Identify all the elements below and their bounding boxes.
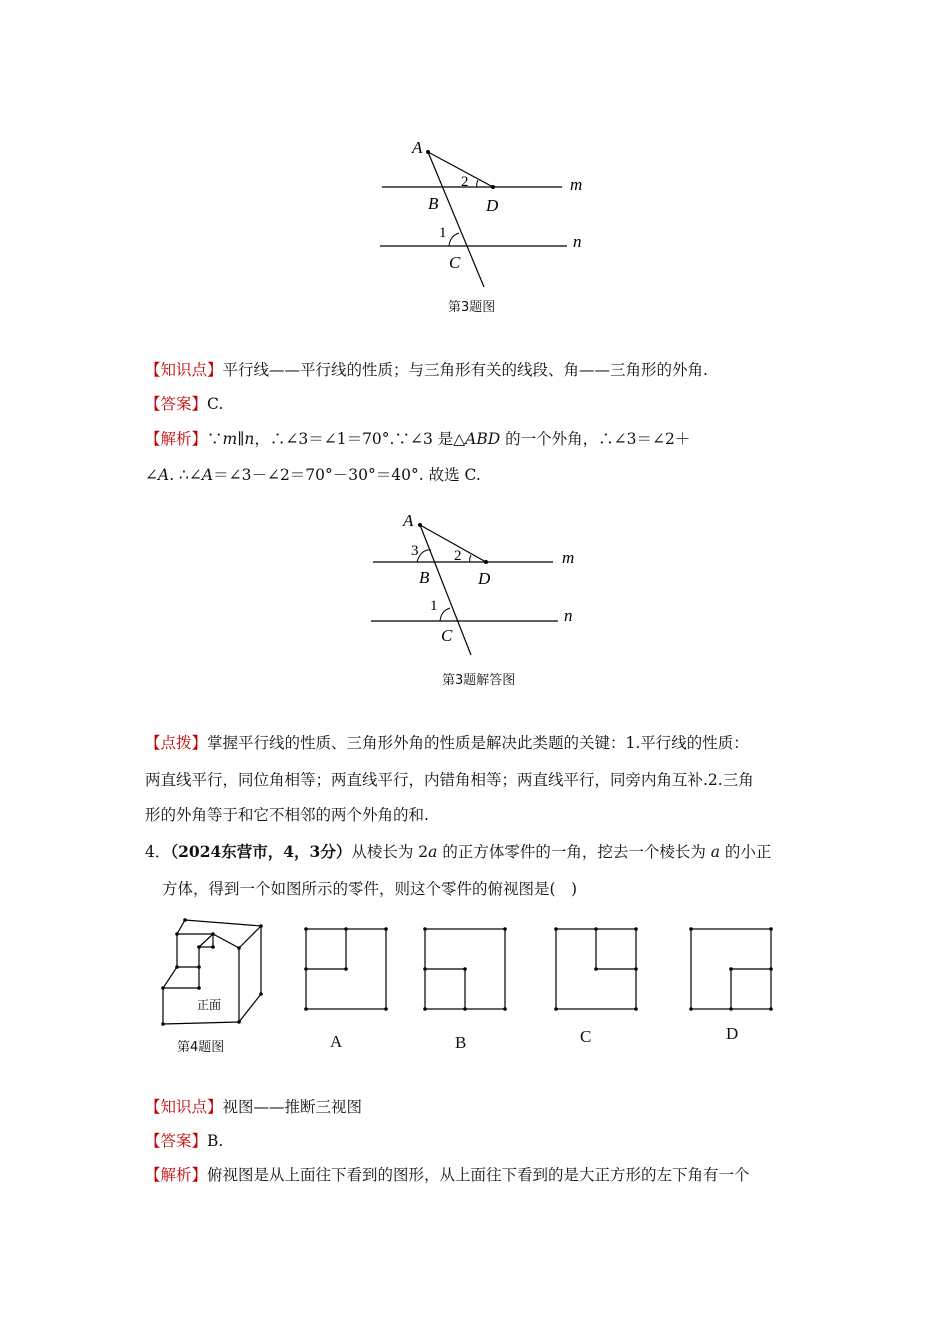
- knowledge-text: 视图——推断三视图: [222, 1098, 363, 1116]
- knowledge-text: 平行线——平行线的性质；与三角形有关的线段、角——三角形的外角.: [222, 361, 708, 379]
- label-a: A: [412, 138, 423, 157]
- knowledge-tag: 【知识点】: [145, 1098, 223, 1116]
- figure-3: [370, 130, 600, 300]
- label-c: C: [441, 626, 453, 645]
- analysis-text: ，∴∠3＝∠1＝70°.∵∠3 是△: [254, 430, 466, 448]
- analysis-text: ABD: [465, 430, 501, 448]
- figure-3-caption: 第3题图: [448, 300, 496, 315]
- option-c-view: [552, 925, 640, 1013]
- label-1: 1: [430, 598, 438, 614]
- q4-knowledge-line: [145, 1097, 362, 1117]
- front-label: 正面: [197, 998, 222, 1012]
- q4-analysis-line: [145, 1165, 750, 1185]
- q3-knowledge-line: [145, 360, 708, 380]
- answer-text: B.: [207, 1132, 224, 1150]
- q3-analysis-line-1: [145, 429, 690, 449]
- tip-tag: 【点拨】: [145, 734, 208, 752]
- q3-answer-line: [145, 394, 223, 414]
- answer-tag: 【答案】: [145, 395, 208, 413]
- analysis-tag: 【解析】: [145, 1166, 208, 1184]
- label-n: n: [573, 232, 582, 251]
- label-1: 1: [439, 225, 447, 241]
- answer-text: C.: [207, 395, 224, 413]
- analysis-text: ＝∠3－∠2＝70°－30°＝40°. 故选 C.: [213, 466, 481, 484]
- label-b: B: [428, 194, 439, 213]
- figure-3-answer: [365, 505, 595, 665]
- analysis-text: ∠: [145, 466, 158, 484]
- point-d: [484, 560, 488, 564]
- figure-4-caption: 第4题图: [177, 1040, 225, 1055]
- option-d-view: [687, 925, 775, 1013]
- analysis-text: 的一个外角，∴∠3＝∠2＋: [500, 430, 691, 448]
- question-number: 4．: [145, 843, 171, 861]
- q3-analysis-line-2: [145, 465, 481, 485]
- label-b: B: [419, 568, 430, 587]
- figure-4-solid: [155, 912, 275, 1032]
- label-2: 2: [461, 174, 469, 190]
- label-d: D: [486, 196, 499, 215]
- point-d: [491, 185, 495, 189]
- analysis-tag: 【解析】: [145, 430, 208, 448]
- angle-2-arc: [470, 555, 471, 562]
- q4-stem-line-2: 方体，得到一个如图所示的零件，则这个零件的俯视图是( ): [162, 880, 578, 898]
- answer-tag: 【答案】: [145, 1132, 208, 1150]
- analysis-text: A: [158, 466, 170, 484]
- analysis-text: A: [201, 466, 214, 484]
- q3-tip-line-2: 两直线平行，同位角相等；两直线平行，内错角相等；两直线平行，同旁内角互补.2.三角: [145, 771, 754, 789]
- analysis-text: m∥n: [222, 430, 255, 448]
- label-3: 3: [411, 543, 419, 559]
- label-c: C: [449, 253, 461, 272]
- label-a: A: [403, 511, 414, 530]
- label-n: n: [564, 606, 573, 625]
- tip-text: 掌握平行线的性质、三角形外角的性质是解决此类题的关键：1.平行线的性质：: [207, 734, 749, 752]
- analysis-text: ∵: [207, 430, 223, 448]
- q3-tip-line-1: [145, 733, 749, 753]
- stem-text: 的正方体零件的一角，挖去一个棱长为: [437, 843, 711, 861]
- label-m: m: [562, 548, 575, 567]
- q4-answer-line: [145, 1131, 223, 1151]
- point-a: [426, 150, 430, 154]
- knowledge-tag: 【知识点】: [145, 361, 223, 379]
- q3-tip-line-3: 形的外角等于和它不相邻的两个外角的和.: [145, 806, 429, 824]
- option-b-view: [421, 925, 509, 1013]
- option-d-label[interactable]: D: [726, 1024, 739, 1043]
- figure-3-answer-caption: 第3题解答图: [442, 673, 516, 688]
- q4-stem-line-1: [145, 842, 771, 862]
- question-source: （2024东营市，4，3分）: [170, 842, 352, 861]
- option-b-label[interactable]: B: [455, 1033, 467, 1052]
- option-a-label[interactable]: A: [330, 1032, 343, 1051]
- stem-text: 从棱长为 2: [351, 843, 429, 861]
- stem-text: 的小正: [720, 843, 772, 861]
- analysis-text: . ∴∠: [169, 466, 202, 484]
- stem-text: a: [710, 843, 720, 861]
- stem-text: a: [428, 843, 438, 861]
- angle-1-arc: [449, 233, 459, 246]
- angle-3-arc: [417, 550, 431, 562]
- option-a-view: [302, 925, 390, 1013]
- option-c-label[interactable]: C: [580, 1027, 592, 1046]
- angle-1-arc: [440, 608, 450, 621]
- angle-2-arc: [477, 180, 478, 187]
- label-m: m: [570, 175, 583, 194]
- label-2: 2: [454, 548, 462, 564]
- line-ad: [420, 525, 486, 562]
- analysis-text: 俯视图是从上面往下看到的图形，从上面往下看到的是大正方形的左下角有一个: [207, 1166, 750, 1184]
- label-d: D: [478, 569, 491, 588]
- point-a: [418, 523, 422, 527]
